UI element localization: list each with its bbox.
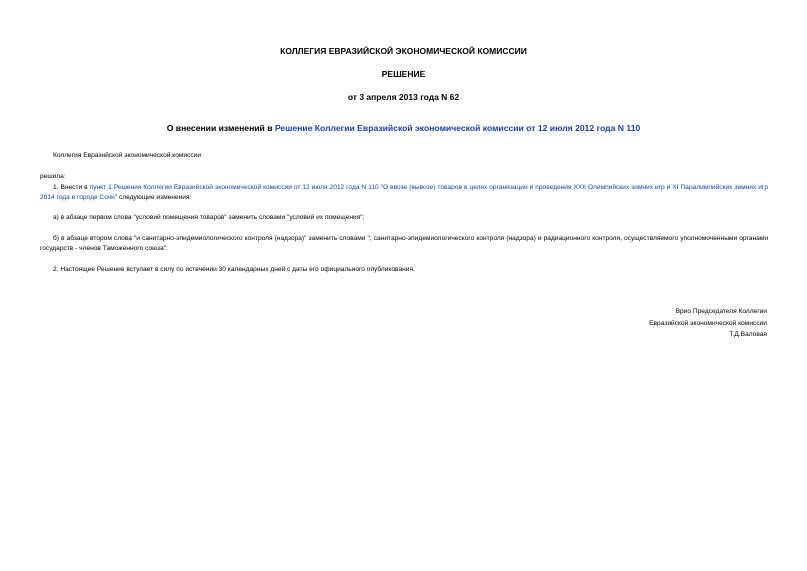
item-b-paragraph: б) в абзаце втором слова "и санитарно-эпидемиологического контроля (надзора)" заменить словами ", санитарно-эпидемиологического контроля (надзора) и радиационного контроля, осуществляемого уполномоченными органами государств - членов Таможенного союза". (40, 235, 768, 252)
date-number-heading: от 3 апреля 2013 года N 62 (347, 92, 460, 102)
signature-block (467, 306, 767, 341)
subject-link[interactable]: Решение Коллегии Евразийской экономической комиссии от 12 июля 2012 года N 110 (274, 123, 641, 133)
signature-organization: Евразийской экономической комиссии (649, 319, 767, 327)
decided-paragraph: решила: (40, 173, 66, 180)
item-1-prefix: 1. Внести в (53, 184, 90, 191)
item-1-paragraph (40, 183, 768, 202)
subject-prefix: О внесении изменений в (166, 123, 275, 133)
document-type-heading: РЕШЕНИЕ (381, 69, 426, 79)
signature-title: Врио Председателя Коллегии (675, 308, 767, 315)
signature-name: Т.Д.Валовая (729, 331, 767, 338)
organization-heading: КОЛЛЕГИЯ ЕВРАЗИЙСКОЙ ЭКОНОМИЧЕСКОЙ КОМИССИИ (280, 46, 527, 56)
document-subject (0, 123, 807, 133)
intro-paragraph: Коллегия Евразийской экономической комиссии (53, 152, 202, 159)
item-1-suffix: следующие изменения: (117, 193, 192, 201)
item-a-paragraph: а) в абзаце первом слова "условий помещения товаров" заменить словами "условий их помещения"; (53, 214, 365, 221)
item-2-paragraph: 2. Настоящее Решение вступает в силу по истечении 30 календарных дней с даты его официального опубликования. (53, 266, 415, 273)
item-1-link[interactable]: пункт 1 Решения Коллегии Евразийской экономической комиссии от 12 июля 2012 года N 110 "О ввозе (вывозе) товаров в целях организации и проведения XXII Олимпийских зимних игр и XI Паралимпийских зимних игр 2014 года в городе Сочи" (40, 184, 768, 201)
